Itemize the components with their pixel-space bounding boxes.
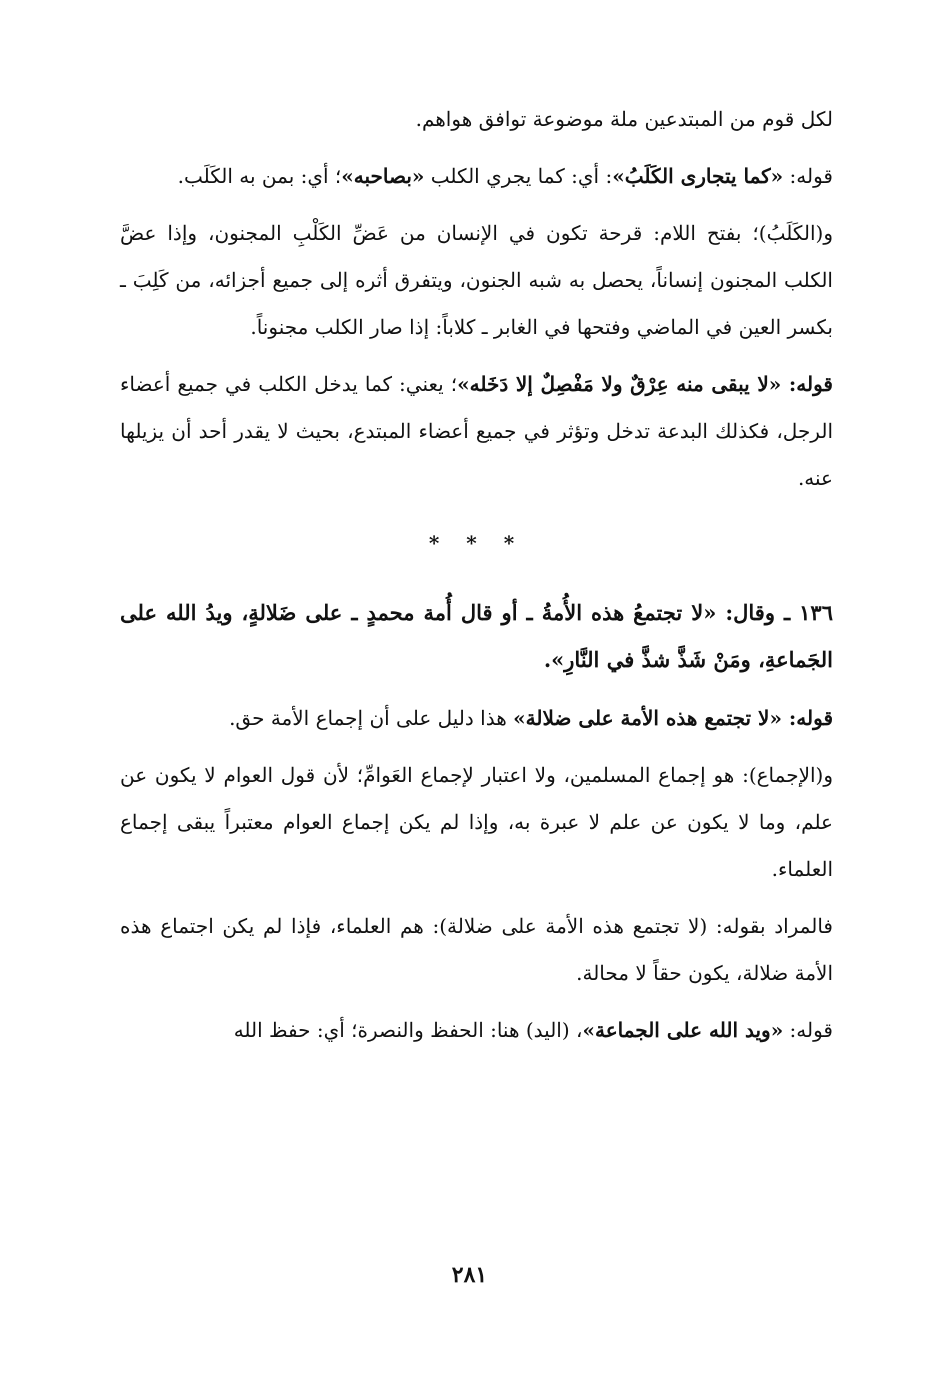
paragraph xyxy=(120,361,833,502)
section-separator: * * * xyxy=(428,531,525,555)
hadith-136: ١٣٦ ـ وقال: «لا تجتمعُ هذه الأُمةُ ـ أو قال أُمة محمدٍ ـ على ضَلالةٍ، ويدُ الله على الجَماعةِ، ومَنْ شَذَّ شذَّ في النَّارِ». xyxy=(120,600,833,672)
paragraph xyxy=(120,1007,833,1054)
paragraph xyxy=(120,96,833,143)
quoted-text: قوله: «لا تجتمع هذه الأمة على ضلالة» xyxy=(513,706,833,730)
text-segment: ، (اليد) هنا: الحفظ والنصرة؛ أي: حفظ الله xyxy=(233,1018,583,1042)
commentary-section-1 xyxy=(120,96,833,502)
text-segment: ؛ أي: بمن به الكَلَب. xyxy=(177,164,342,188)
paragraph xyxy=(120,752,833,893)
commentary-section-2 xyxy=(120,695,833,1054)
paragraph xyxy=(120,153,833,200)
quoted-text: «كما يتجارى الكَلَبُ» xyxy=(612,164,784,188)
page-number: ٢٨١ xyxy=(451,1262,488,1288)
text-segment: و(الكَلَبُ)؛ بفتح اللام: قرحة تكون في الإنسان من عَضِّ الكَلْبِ المجنون، وإذا عضَّ الكلب المجنون إنساناً، يحصل به شبه الجنون، ويتفرق أثره إلى جميع أجزائه، من كَلِبَ ـ بكسر العين في الماضي وفتحها في الغابر ـ كلاباً: إذا صار الكلب مجنوناً. xyxy=(120,221,833,339)
text-segment: ؛ يعني: كما يدخل الكلب في جميع أعضاء الرجل، فكذلك البدعة تدخل وتؤثر في جميع أعضاء المبتدع، بحيث لا يقدر أحد أن يزيلها عنه. xyxy=(120,372,833,490)
text-segment: فالمراد بقوله: (لا تجتمع هذه الأمة على ضلالة): هم العلماء، فإذا لم يكن اجتماع هذه الأمة ضلالة، يكون حقاً لا محالة. xyxy=(120,914,833,985)
quoted-text: قوله: xyxy=(781,372,833,396)
text-segment: قوله: xyxy=(783,164,833,188)
text-segment: قوله: xyxy=(783,1018,833,1042)
paragraph xyxy=(120,210,833,351)
quoted-text: «ويد الله على الجماعة» xyxy=(582,1018,784,1042)
paragraph xyxy=(120,903,833,997)
text-segment: هذا دليل على أن إجماع الأمة حق. xyxy=(229,706,514,730)
text-segment: لكل قوم من المبتدعين ملة موضوعة توافق هواهم. xyxy=(415,107,833,131)
quoted-text: «بصاحبه» xyxy=(341,164,425,188)
quoted-text: «لا يبقى منه عِرْقٌ ولا مَفْصِلٌ إلا دَخَله» xyxy=(457,372,782,396)
paragraph xyxy=(120,695,833,742)
text-segment: و(الإجماع): هو إجماع المسلمين، ولا اعتبار لإجماع العَوامِّ؛ لأن قول العوام لا يكون عن علم، وما لا يكون عن علم لا عبرة به، وإذا لم يكن إجماع العوام معتبراً يبقى إجماع العلماء. xyxy=(120,763,833,881)
text-segment: : أي: كما يجري الكلب xyxy=(424,164,613,188)
text-body xyxy=(120,96,833,1064)
